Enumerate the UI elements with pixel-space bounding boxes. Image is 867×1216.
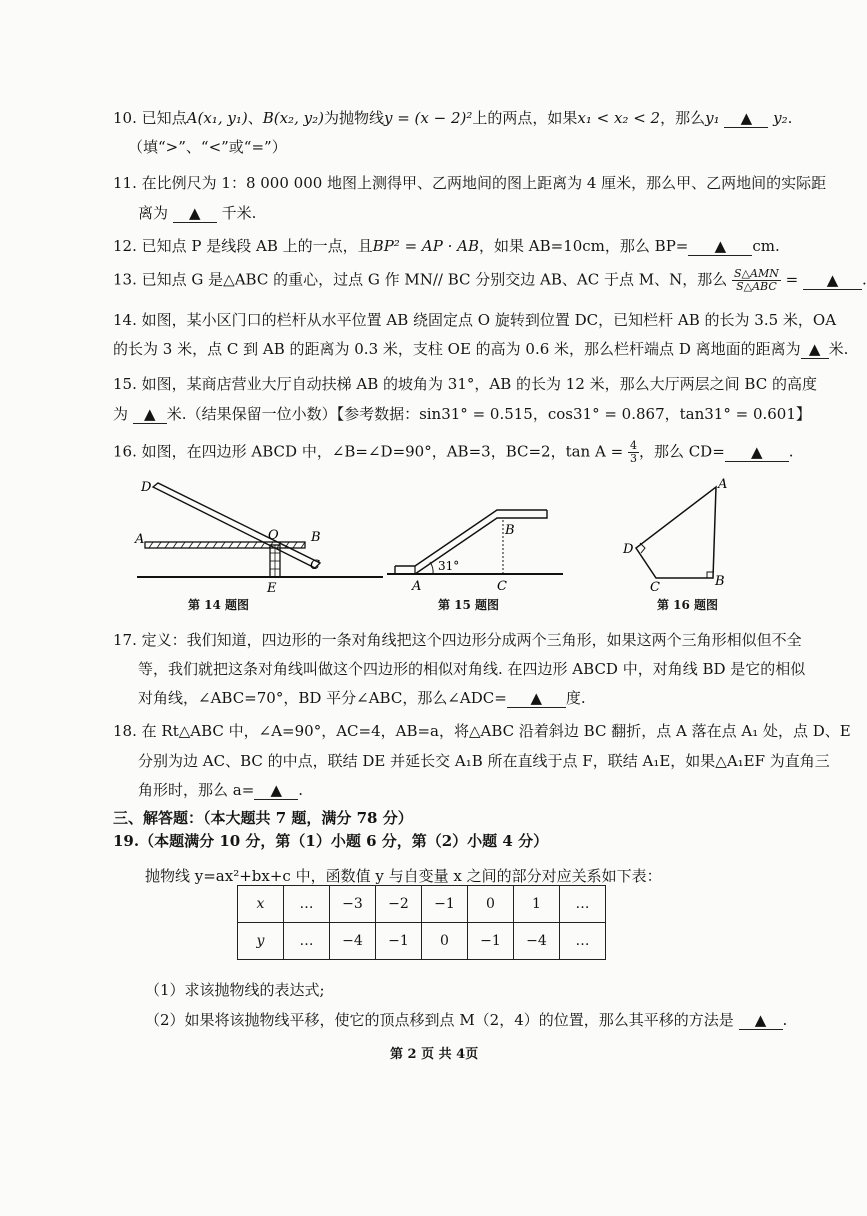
table-cell: 0 <box>468 886 514 923</box>
table-cell: 0 <box>422 923 468 960</box>
table-cell: … <box>284 886 330 923</box>
table-cell: … <box>560 923 606 960</box>
fig15-escalator-bottom <box>405 510 547 574</box>
table-cell: −4 <box>330 923 376 960</box>
q16-text-b: ，那么 CD= <box>638 442 725 461</box>
q12-text-a: 已知点 P 是线段 AB 上的一点，且 <box>141 237 373 255</box>
q15-number: 15. <box>113 375 137 393</box>
fig16-caption: 第 16 题图 <box>657 598 719 612</box>
q19-intro: 抛物线 y=ax²+bx+c 中，函数值 y 与自变量 x 之间的部分对应关系如下表： <box>145 867 662 885</box>
q18-line3 <box>138 780 303 800</box>
q12-number: 12. <box>113 237 137 255</box>
q14-text-2a: 的长为 3 米，点 C 到 AB 的距离为 0.3 米，支柱 OE 的高为 0.6 米，那么栏杆端点 D 离地面的距离为 <box>113 340 801 358</box>
q10-end: . <box>787 109 793 127</box>
q18-text-3b: . <box>298 781 304 799</box>
q13-end: . <box>861 270 867 289</box>
q16-line1 <box>113 440 794 465</box>
q17-line1 <box>113 630 802 650</box>
q15-answer-blank: ▲ <box>133 406 167 424</box>
q14-text-1: 如图，某小区门口的栏杆从水平位置 AB 绕固定点 O 旋转到位置 DC，已知栏杆 AB 的长为 3.5 米，OA <box>141 311 837 329</box>
q14-answer-blank: ▲ <box>801 341 829 359</box>
q10-sep: 、 <box>247 109 263 127</box>
q16-text-a: 如图，在四边形 ABCD 中，∠B=∠D=90°，AB=3，BC=2，tan A = <box>141 442 624 461</box>
table-cell: … <box>560 886 606 923</box>
q19-part2-text: （2）如果将该抛物线平移，使它的顶点移到点 M（2，4）的位置，那么其平移的方法是 <box>145 1011 734 1029</box>
fig14-bar-dc <box>153 483 320 568</box>
q13-text: 已知点 G 是△ABC 的重心，过点 G 作 MN// BC 分别交边 AB、AC 于点 M、N，那么 <box>141 270 728 289</box>
fig16-right-angle-b <box>707 572 713 578</box>
table-cell: … <box>284 923 330 960</box>
q15-text-2b: 米.（结果保留一位小数）【参考数据：sin31° = 0.515，cos31° = 0.867，tan31° = 0.601】 <box>166 405 811 423</box>
q16-number: 16. <box>113 442 137 461</box>
fig15-label-a: A <box>412 579 422 594</box>
q11-number: 11. <box>113 174 137 192</box>
q19-answer-blank: ▲ <box>739 1012 783 1030</box>
q10-point-a: A(x₁, y₁) <box>186 109 248 127</box>
q15-text-2a: 为 <box>113 405 129 423</box>
q17-text-3a: 对角线，∠ABC=70°，BD 平分∠ABC，那么∠ADC= <box>138 689 507 707</box>
q10-text-d: ，那么 <box>660 109 706 127</box>
q10-text-c: 上的两点，如果 <box>472 109 578 127</box>
fig14-label-c: C <box>310 558 320 573</box>
fig14-label-a: A <box>135 532 145 547</box>
q17-text-3b: 度. <box>565 689 586 707</box>
fig14-label-e: E <box>267 581 277 596</box>
fig16-label-d: D <box>623 542 634 557</box>
q12-unit: cm. <box>752 237 780 255</box>
q10-hint: （填“>”、“<”或“=”） <box>128 138 287 156</box>
q12-equation: BP² = AP · AB <box>372 237 479 255</box>
q12-text-b: ，如果 AB=10cm，那么 BP= <box>479 237 689 255</box>
q10-number: 10. <box>113 109 137 127</box>
q12-line1 <box>113 236 780 256</box>
fig15-caption: 第 15 题图 <box>438 598 500 612</box>
q17-text-2: 等，我们就把这条对角线叫做这个四边形的相似对角线. 在四边形 ABCD 中，对角线 BD 是它的相似 <box>138 660 806 678</box>
table-cell: 1 <box>514 886 560 923</box>
fig14-label-d: D <box>141 480 152 495</box>
q11-answer-blank: ▲ <box>173 205 217 223</box>
fig14-caption: 第 14 题图 <box>188 598 250 612</box>
q11-line2 <box>138 203 256 223</box>
table-cell: −3 <box>330 886 376 923</box>
table-row-x <box>238 886 606 923</box>
figure-14 <box>135 475 385 595</box>
q19-number: 19. <box>113 832 140 850</box>
q17-line3 <box>138 688 586 708</box>
q14-line1 <box>113 310 836 330</box>
q18-text-1: 在 Rt△ABC 中，∠A=90°，AC=4，AB=a，将△ABC 沿着斜边 BC 翻折，点 A 落在点 A₁ 处，点 D、E <box>141 722 851 740</box>
q13-answer-blank: ▲ <box>803 272 862 290</box>
q13-fraction-denominator: S△ABC <box>736 280 777 293</box>
q16-fraction-numerator: 4 <box>629 439 637 452</box>
table-cell: −4 <box>514 923 560 960</box>
figure-15 <box>385 498 565 598</box>
table-cell: x <box>238 886 284 923</box>
q15-text-1: 如图，某商店营业大厅自动扶梯 AB 的坡角为 31°，AB 的长为 12 米，那么大厅两层之间 BC 的高度 <box>141 375 817 393</box>
q10-answer-blank: ▲ <box>724 110 768 128</box>
q14-line2 <box>113 339 848 359</box>
q19-part1: （1）求该抛物线的表达式; <box>145 981 325 999</box>
q17-answer-blank: ▲ <box>507 690 566 708</box>
table-cell: −1 <box>468 923 514 960</box>
q16-end: . <box>788 442 794 461</box>
fig15-label-b: B <box>505 523 515 538</box>
q10-function: y = (x − 2)² <box>383 109 473 127</box>
fig16-quadrilateral <box>636 487 716 578</box>
q11-text-2a: 离为 <box>138 204 169 222</box>
q11-line1 <box>113 173 826 193</box>
q10-point-b: B(x₂, y₂) <box>262 109 324 127</box>
q10-text-b: 为抛物线 <box>323 109 384 127</box>
table-cell: −2 <box>376 886 422 923</box>
fig16-label-a: A <box>718 477 728 492</box>
table-row-y <box>238 923 606 960</box>
q15-line2 <box>113 404 811 424</box>
q14-number: 14. <box>113 311 137 329</box>
q11-text-2b: 千米. <box>221 204 257 222</box>
q10-y2: y₂ <box>773 109 788 127</box>
q15-line1 <box>113 374 817 394</box>
q16-fraction-denominator: 3 <box>629 452 637 465</box>
q11-text-1: 在比例尺为 1：8 000 000 地图上测得甲、乙两地间的图上距离为 4 厘米，那么甲、乙两地间的实际距 <box>141 174 827 192</box>
section3-title: 三、解答题：（本大题共 7 题，满分 78 分） <box>113 809 413 827</box>
table-cell: y <box>238 923 284 960</box>
q13-equals: = <box>785 270 799 289</box>
q16-fraction <box>628 440 639 465</box>
fig14-bar-ab <box>145 542 305 548</box>
fig14-label-o: O <box>268 528 279 543</box>
fig14-label-b: B <box>311 530 321 545</box>
q19-part2-end: . <box>782 1011 788 1029</box>
table-cell: −1 <box>422 886 468 923</box>
q19-value-table <box>237 885 606 960</box>
q14-text-2b: 米. <box>828 340 849 358</box>
q18-line1 <box>113 721 851 741</box>
q10-condition: x₁ < x₂ < 2 <box>577 109 661 127</box>
q18-text-2: 分别为边 AC、BC 的中点，联结 DE 并延长交 A₁B 所在直线于点 F，联结 A₁E，如果△A₁EF 为直角三 <box>138 752 830 770</box>
fig16-label-b: B <box>715 574 725 589</box>
q18-answer-blank: ▲ <box>254 782 298 800</box>
page-number: 第 2 页 共 4页 <box>390 1047 479 1062</box>
q13-fraction-numerator: S△AMN <box>734 267 779 280</box>
q19-header: （本题满分 10 分，第（1）小题 6 分，第（2）小题 4 分） <box>139 832 549 850</box>
fig15-label-angle: 31° <box>438 559 460 573</box>
q10-text-a: 已知点 <box>141 109 187 127</box>
fig15-label-c: C <box>497 579 507 594</box>
q13-fraction <box>732 268 781 293</box>
q13-number: 13. <box>113 270 137 289</box>
q16-answer-blank: ▲ <box>725 444 789 462</box>
fig16-label-c: C <box>650 580 660 595</box>
table-cell: −1 <box>376 923 422 960</box>
figure-16 <box>618 475 738 595</box>
q18-number: 18. <box>113 722 137 740</box>
q10-y1: y₁ <box>705 109 720 127</box>
q13-line1 <box>113 268 867 293</box>
q19-header-line <box>113 831 548 851</box>
q12-answer-blank: ▲ <box>688 238 752 256</box>
q17-number: 17. <box>113 631 137 649</box>
fig14-bar-hatching <box>149 542 305 548</box>
q10-line1 <box>113 108 792 128</box>
q18-text-3a: 角形时，那么 a= <box>138 781 255 799</box>
q17-text-1: 定义：我们知道，四边形的一条对角线把这个四边形分成两个三角形，如果这两个三角形相似但不全 <box>141 631 802 649</box>
q19-part2 <box>145 1010 787 1030</box>
